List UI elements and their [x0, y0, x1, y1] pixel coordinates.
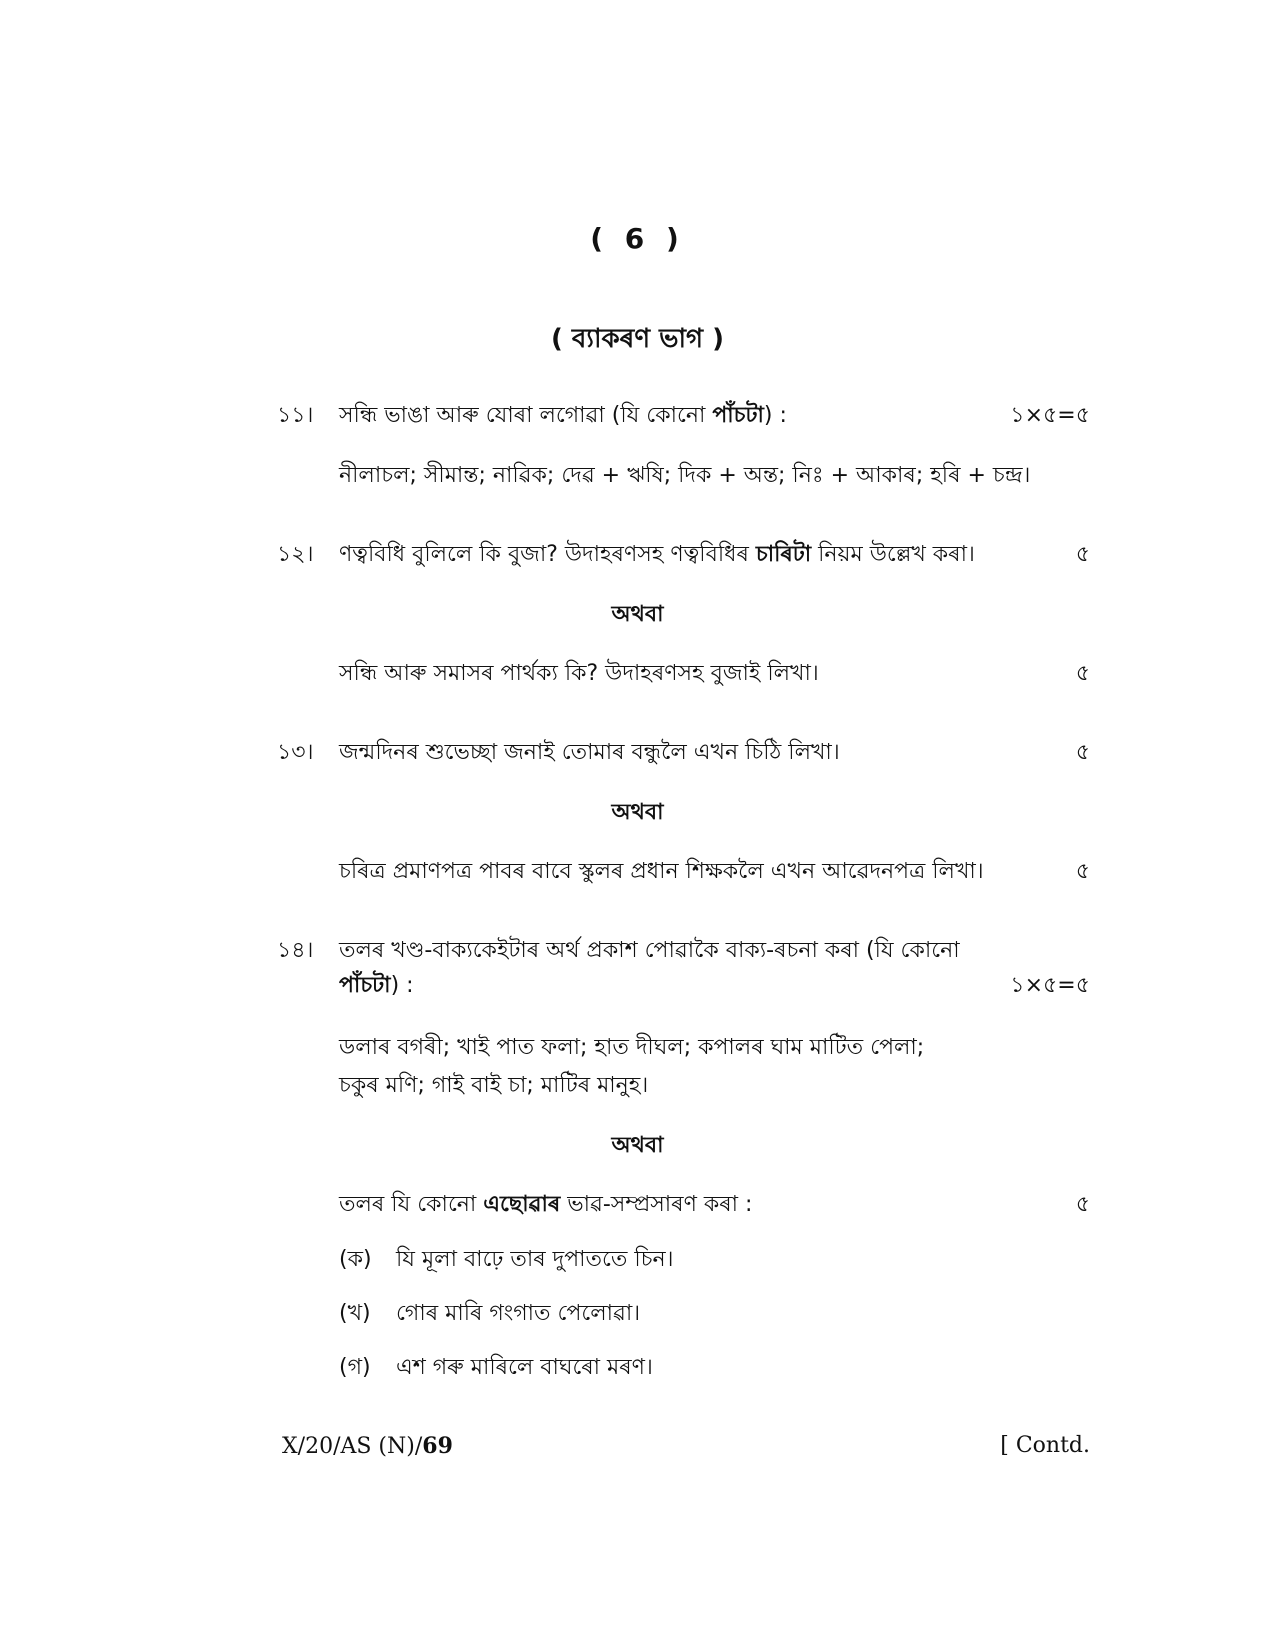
option-label: (গ): [339, 1355, 371, 1380]
option-label: (খ): [339, 1301, 371, 1326]
or-label: অথবা: [611, 1133, 664, 1158]
or-label: অথবা: [611, 602, 664, 627]
question-11-marks: ১×৫=৫: [1010, 403, 1090, 428]
question-14-text-line1: তলৰ খণ্ড-বাক্যকেইটাৰ অৰ্থ প্ৰকাশ পোৱাকৈ বাক্য-ৰচনা কৰা (যি কোনো: [339, 938, 960, 963]
question-11-items: নীলাচল; সীমান্ত; নাৱিক; দেৱ + ঋষি; দিক + অন্ত; নিঃ + আকাৰ; হৰি + চন্দ্ৰ।: [339, 463, 1031, 488]
question-13-alt-text: চৰিত্ৰ প্ৰমাণপত্ৰ পাবৰ বাবে স্কুলৰ প্ৰধান শিক্ষকলৈ এখন আৱেদনপত্ৰ লিখা।: [339, 859, 984, 884]
page-number: ( 6 ): [590, 222, 685, 255]
option-text: এশ গৰু মাৰিলে বাঘৰো মৰণ।: [396, 1355, 653, 1380]
question-number-14: ১৪।: [277, 938, 314, 963]
question-13-marks: ৫: [1075, 740, 1090, 765]
question-14-alt-text: তলৰ যি কোনো এছোৱাৰ ভাৱ-সম্প্ৰসাৰণ কৰা :: [339, 1192, 753, 1217]
question-11-text: সন্ধি ভাঙা আৰু যোৰা লগোৱা (যি কোনো পাঁচটা) :: [339, 403, 787, 428]
question-number-12: ১২।: [277, 542, 314, 567]
question-14-marks: ১×৫=৫: [1010, 973, 1090, 998]
question-14-alt-marks: ৫: [1075, 1192, 1090, 1217]
question-14-items-line2: চকুৰ মণি; গাই বাই চা; মাটিৰ মানুহ।: [339, 1073, 649, 1098]
option-label: (ক): [339, 1247, 372, 1272]
question-12-alt-text: সন্ধি আৰু সমাসৰ পাৰ্থক্য কি? উদাহৰণসহ বুজাই লিখা।: [339, 661, 819, 686]
option-text: গোৰ মাৰি গংগাত পেলোৱা।: [396, 1301, 641, 1326]
question-14-text-line2: পাঁচটা) :: [339, 973, 414, 998]
question-13-text: জন্মদিনৰ শুভেচ্ছা জনাই তোমাৰ বন্ধুলৈ এখন চিঠি লিখা।: [339, 740, 840, 765]
question-12-text: ণত্ববিধি বুলিলে কি বুজা? উদাহৰণসহ ণত্ববিধিৰ চাৰিটা নিয়ম উল্লেখ কৰা।: [339, 542, 975, 567]
question-13-alt-marks: ৫: [1075, 859, 1090, 884]
option-text: যি মূলা বাঢ়ে তাৰ দুপাততে চিন।: [396, 1247, 674, 1272]
question-12-marks: ৫: [1075, 542, 1090, 567]
question-number-13: ১৩।: [277, 740, 314, 765]
question-12-alt-marks: ৫: [1075, 661, 1090, 686]
continued-label: [ Contd.: [1000, 1433, 1090, 1458]
section-title: ( ব্যাকৰণ ভাগ ): [551, 324, 724, 354]
paper-code: X/20/AS (N)/69: [282, 1433, 453, 1459]
question-14-items-line1: ডলাৰ বগৰী; খাই পাত ফলা; হাত দীঘল; কপালৰ ঘাম মাটিত পেলা;: [339, 1035, 925, 1060]
or-label: অথবা: [611, 800, 664, 825]
question-number-11: ১১।: [277, 403, 314, 428]
